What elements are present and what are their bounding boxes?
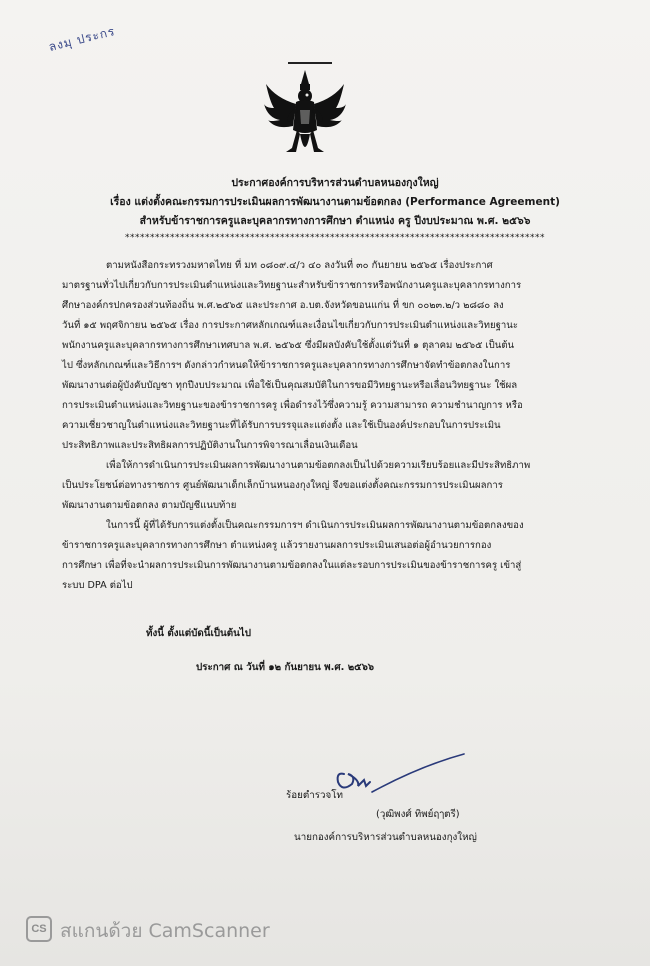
- closing-statement: ทั้งนี้ ตั้งแต่บัดนี้เป็นต้นไป: [146, 628, 251, 639]
- body-line: ประสิทธิภาพและประสิทธิผลการปฏิบัติงานในการพิจารณาเลื่อนเงินเดือน: [62, 440, 358, 451]
- body-line: การประเมินตำแหน่งและวิทยฐานะของข้าราชการครู เพื่อดำรงไว้ซึ่งความรู้ ความสามารถ ความชำนาญการ หรือ: [62, 400, 523, 411]
- camscanner-watermark: สแกนด้วย CamScanner: [60, 920, 270, 942]
- body-line: ไป ซึ่งหลักเกณฑ์และวิธีการฯ ดังกล่าวกำหนดให้ข้าราชการครูและบุคลากรทางการศึกษาจัดทำข้อตกลงในการ: [62, 360, 511, 371]
- handwritten-note: ลงมุ ประกร: [47, 23, 117, 55]
- body-line: ตามหนังสือกระทรวงมหาดไทย ที่ มท ๐๘๐๙.๔/ว ๔๐ ลงวันที่ ๓๐ กันยายน ๒๕๖๕ เรื่องประกาศ: [106, 260, 493, 271]
- handwritten-signature: [330, 752, 470, 812]
- announcement-header: [100, 174, 570, 245]
- body-line: ในการนี้ ผู้ที่ได้รับการแต่งตั้งเป็นคณะกรรมการฯ ดำเนินการประเมินผลการพัฒนางานตามข้อตกลงของ: [106, 520, 524, 531]
- body-line: ศึกษาองค์กรปกครองส่วนท้องถิ่น พ.ศ.๒๕๖๕ และประกาศ อ.บต.จังหวัดขอนแก่น ที่ ขก ๐๐๒๓.๒/ว ๒๘๘๐ ลง: [62, 300, 504, 311]
- body-line: ข้าราชการครูและบุคลากรทางการศึกษา ตำแหน่งครู แล้วรายงานผลการประเมินเสนอต่อผู้อำนวยการกอง: [62, 540, 492, 551]
- camscanner-logo-icon: CS: [26, 916, 52, 942]
- body-line: มาตรฐานทั่วไปเกี่ยวกับการประเมินตำแหน่งและวิทยฐานะสำหรับข้าราชการหรือพนักงานครูและบุคลากรทางการ: [62, 280, 522, 291]
- star-divider: ************************************************************************************: [125, 233, 545, 243]
- announcement-body: [62, 256, 610, 596]
- signatory-rank: ร้อยตำรวจโท: [286, 790, 343, 801]
- body-line: พัฒนางานตามข้อตกลง ตามบัญชีแนบท้าย: [62, 500, 237, 511]
- body-line: การศึกษา เพื่อที่จะนำผลการประเมินการพัฒนางานตามข้อตกลงในแต่ละรอบการประเมินของข้าราชการครู เข้าสู่: [62, 560, 522, 571]
- body-line: ระบบ DPA ต่อไป: [62, 580, 133, 591]
- paragraph-3: [62, 516, 610, 596]
- body-line: เป็นประโยชน์ต่อทางราชการ ศูนย์พัฒนาเด็กเล็กบ้านหนองกุงใหญ่ จึงขอแต่งตั้งคณะกรรมการประเมินผลการ: [62, 480, 503, 491]
- body-line: วันที่ ๑๕ พฤศจิกายน ๒๕๖๕ เรื่อง การประกาศหลักเกณฑ์และเงื่อนไขเกี่ยวกับการประเมินตำแหน่งและวิทยฐานะ: [62, 320, 518, 331]
- announcement-scope: สำหรับข้าราชการครูและบุคลากรทางการศึกษา ตำแหน่ง ครู ปีงบประมาณ พ.ศ. ๒๕๖๖: [139, 215, 531, 227]
- body-line: ความเชี่ยวชาญในตำแหน่งและวิทยฐานะที่ได้รับการบรรจุและแต่งตั้ง และใช้เป็นองค์ประกอบในการประเมิน: [62, 420, 501, 431]
- body-line: พนักงานครูและบุคลากรทางการศึกษาเทศบาล พ.ศ. ๒๕๖๕ ซึ่งมีผลบังคับใช้ตั้งแต่วันที่ ๑ ตุลาคม ๒๕๖๕ เป็นต้น: [62, 340, 515, 351]
- announcement-subject: เรื่อง แต่งตั้งคณะกรรมการประเมินผลการพัฒนางานตามข้อตกลง (Performance Agreement): [110, 196, 560, 208]
- paragraph-1: [62, 256, 610, 456]
- signatory-position: นายกองค์การบริหารส่วนตำบลหนองกุงใหญ่: [294, 832, 477, 843]
- header-rule: [288, 62, 332, 64]
- garuda-emblem-icon: [262, 68, 348, 164]
- body-line: เพื่อให้การดำเนินการประเมินผลการพัฒนางานตามข้อตกลงเป็นไปด้วยความเรียบร้อยและมีประสิทธิภาพ: [106, 460, 531, 471]
- announcement-title: ประกาศองค์การบริหารส่วนตำบลหนองกุงใหญ่: [231, 177, 439, 189]
- paragraph-2: [62, 456, 610, 516]
- body-line: พัฒนางานต่อผู้บังคับบัญชา ทุกปีงบประมาณ เพื่อใช้เป็นคุณสมบัติในการขอมีวิทยฐานะหรือเลื่อนวิทยฐานะ ใช้ผล: [62, 380, 518, 391]
- signatory-name: (วุฒิพงศ์ ทิพย์ฤๅตรี): [376, 809, 460, 820]
- announcement-date: ประกาศ ณ วันที่ ๑๒ กันยายน พ.ศ. ๒๕๖๖: [196, 662, 375, 673]
